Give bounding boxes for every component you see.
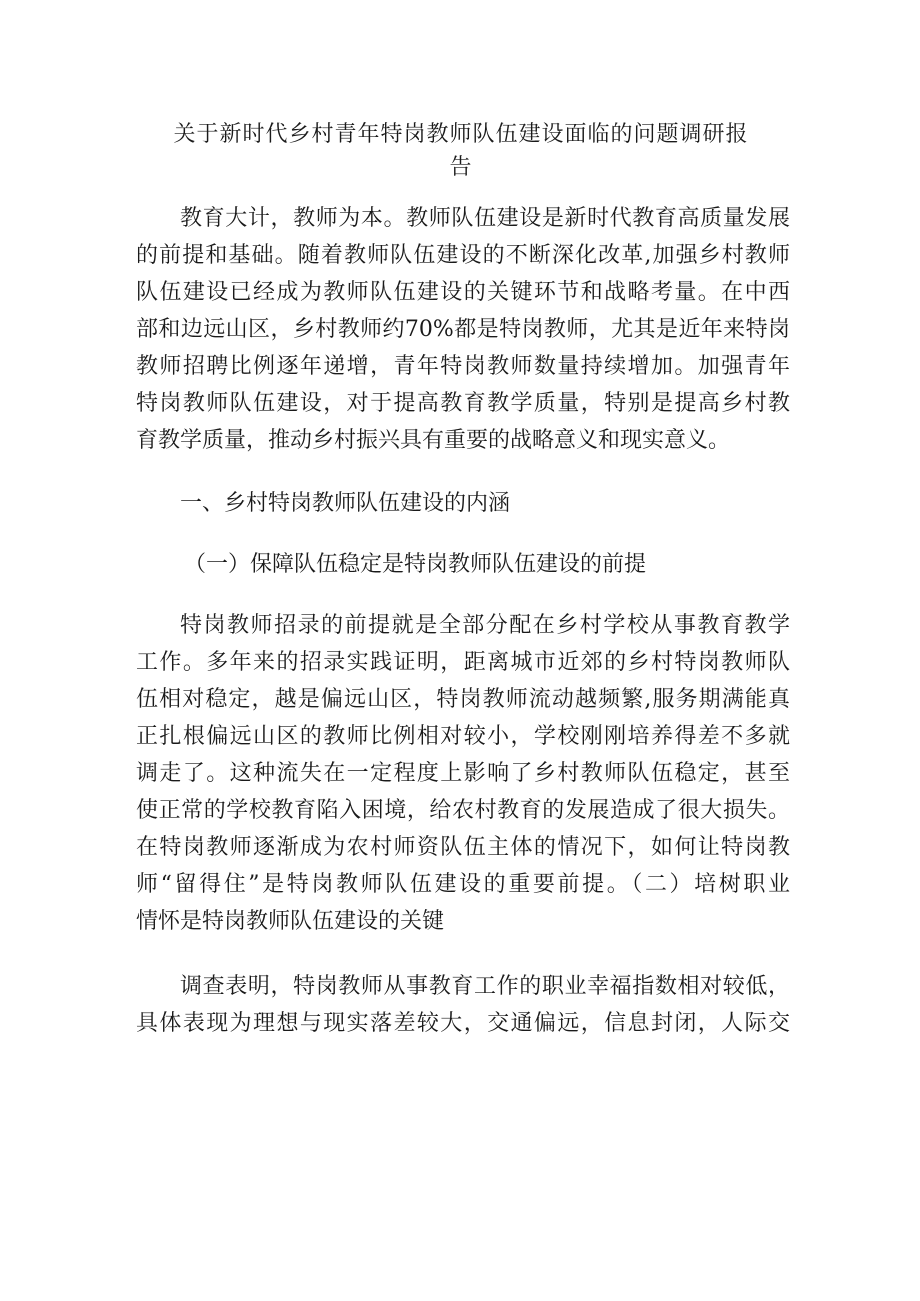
title-line-2: 告 (449, 155, 473, 180)
text-line: 特岗教师队伍建设，对于提高教育教学质量，特别是提高乡村教 (136, 391, 790, 416)
text-line: 特岗教师招录的前提就是全部分配在乡村学校从事教育教学 (180, 613, 790, 638)
text-line: 教育大计，教师为本。教师队伍建设是新时代教育高质量发展 (180, 206, 790, 231)
text-line: 的前提和基础。随着教师队伍建设的不断深化改革,加强乡村教师 (136, 243, 790, 268)
text-line: 调走了。这种流失在一定程度上影响了乡村教师队伍稳定，甚至 (136, 761, 790, 786)
section-heading: 一、乡村特岗教师队伍建设的内涵 (180, 491, 511, 516)
text-line: 育教学质量，推动乡村振兴具有重要的战略意义和现实意义。 (136, 428, 731, 453)
text-line: 伍相对稳定，越是偏远山区，特岗教师流动越频繁,服务期满能真 (136, 687, 790, 712)
title-line-1: 关于新时代乡村青年特岗教师队伍建设面临的问题调研报 (173, 122, 749, 147)
subsection-heading: （一）保障队伍稳定是特岗教师队伍建设的前提 (184, 552, 647, 577)
text-line: 工作。多年来的招录实践证明，距离城市近郊的乡村特岗教师队 (136, 650, 790, 675)
text-line: 情怀是特岗教师队伍建设的关键 (136, 909, 445, 934)
text-line: 具体表现为理想与现实落差较大，交通偏远，信息封闭，人际交 (136, 1011, 790, 1036)
text-line: 师“留得住”是特岗教师队伍建设的重要前提。（二）培树职业 (136, 872, 790, 897)
document-title (136, 118, 786, 184)
text-line: 调查表明，特岗教师从事教育工作的职业幸福指数相对较低， (180, 974, 790, 999)
text-line: 队伍建设已经成为教师队伍建设的关键环节和战略考量。在中西 (136, 280, 790, 305)
document-body (136, 200, 790, 1042)
text-line: 正扎根偏远山区的教师比例相对较小，学校刚刚培养得差不多就 (136, 724, 790, 749)
text-line: 部和边远山区，乡村教师约70%都是特岗教师，尤其是近年来特岗 (136, 317, 790, 342)
text-line: 在特岗教师逐渐成为农村师资队伍主体的情况下，如何让特岗教 (136, 835, 790, 860)
text-line: 教师招聘比例逐年递增，青年特岗教师数量持续增加。加强青年 (136, 354, 790, 379)
text-line: 使正常的学校教育陷入困境，给农村教育的发展造成了很大损失。 (136, 798, 790, 823)
